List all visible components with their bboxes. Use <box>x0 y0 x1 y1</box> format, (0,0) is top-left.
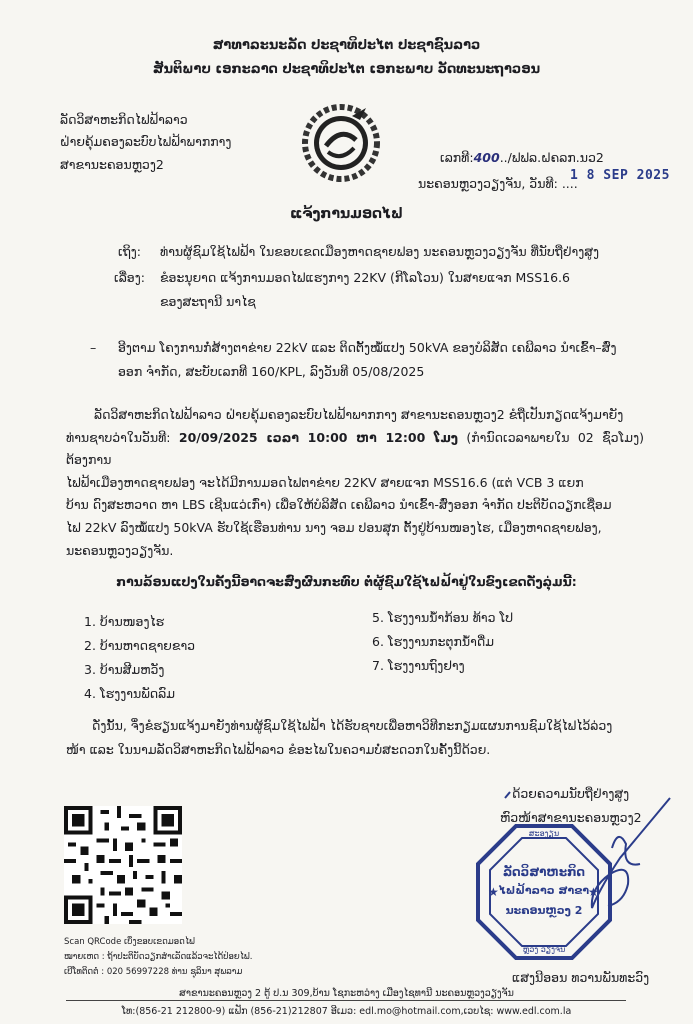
respect-line: ດ້ວຍຄວາມນັບຖືຢ່າງສູງ <box>512 786 630 801</box>
affected-item: 4. ໂຮງງານພັດລົມ <box>84 686 176 701</box>
qr-contact: ເບີໂທຕິດຕໍ່ : 020 56997228 ທ່ານ ຊຸລິນາ ສຸພລາມ <box>64 967 243 977</box>
reference-number-value: 400 <box>473 150 500 165</box>
org-line2: ຝ່າຍຄຸ້ມຄອງລະບົບໄຟຟ້າພາກກາງ <box>60 134 232 149</box>
subject-text-line1: ຂໍອະນຸຍາດ ແຈ້ງການມອດໄຟແຮງກາງ 22KV (ກີໂລໂວນ) ໃນສາຍແຈກ MSS16.6 <box>160 270 570 285</box>
reference-bullet: – <box>90 340 97 355</box>
place-date-label: ນະຄອນຫຼວງວຽງຈັນ, ວັນທີ: .... <box>418 176 578 191</box>
affected-heading: ການລ້ອນແປງໃນຄັ້ງນີ້ອາດຈະສົ່ງຜົນກະທົບ ຕໍ່ຜູ້ຊົມໃຊ້ໄຟຟ້າຢູ່ໃນຂົງເຂດດັ່ງລຸ່ມນີ້: <box>116 574 577 589</box>
outage-time: 20/09/2025 ເວລາ 10:00 ຫາ 12:00 ໂມງ <box>178 429 459 445</box>
body-line2-post: (ກຳນົດເວລາພາຍໃນ 02 ຊົ່ວໂມງ) ຕ້ອງການ <box>66 429 644 468</box>
document-title: ແຈ້ງການມອດໄຟ <box>290 206 403 222</box>
affected-item: 5. ໂຮງງານນໍ້າກ້ອນ ທ້າວ ໂປ <box>372 610 514 625</box>
body-line2-pre: ທ່ານຊາບວ່າໃນວັນທີ: <box>66 429 179 445</box>
body-line4: ບ້ານ ດົງສະຫວາດ ຫາ LBS ເຊີນແວ່ເກົ່າ) ເພື່ອໃຫ້ບໍລິສັດ ເຄພີລາວ ນຳເຂົ້າ-ສົ່ງອອກ ຈຳກັດ ປະຕິບັດວຽກເຊື່ອມ <box>66 497 612 513</box>
body-line6: ນະຄອນຫຼວງວຽງຈັນ. <box>66 542 174 558</box>
affected-item: 2. ບ້ານຫາດຊາຍຂາວ <box>84 638 196 653</box>
stamped-date: 1 8 SEP 2025 <box>570 168 670 183</box>
closing-line2: ໜ້າ ແລະ ໃນນາມລັດວິສາຫະກິດໄຟຟ້າລາວ ຂໍອະໄພໃນຄວາມບໍ່ສະດວກໃນຄັ້ງນີ້ດ້ວຍ. <box>66 742 491 757</box>
body-line3: ໄຟຟ້າເມືອງຫາດຊາຍຟອງ ຈະໄດ້ມີການມອດໄຟຕາຂ່າຍ 22KV ສາຍແຈກ MSS16.6 (ແຕ່ VCB 3 ແຍກ <box>66 474 584 490</box>
edl-logo-icon <box>302 104 380 182</box>
footer-contacts: ໂທ:(856-21 212800-9) ແຟັກ (856-21)212807 ອີເມວ: edl.mo@hotmail.com,ເວບໄຊ: www.edl.com.la <box>121 1006 572 1017</box>
stamp-bottom-text: ຫຼວງ ວຽງຈັນ <box>522 945 566 954</box>
reference-note-line2: ອອກ ຈຳກັດ, ສະບັບເລກທີ 160/KPL, ລົງວັນທີ 05/08/2025 <box>118 364 425 379</box>
footer-address: ສາຂານະຄອນຫຼວງ 2 ຕູ້ ປ.ນ 309,ບ້ານ ໂຊກະຫວ່າງ ເມືອງໄຊທານີ ນະຄອນຫຼວງວຽງຈັນ <box>179 988 514 999</box>
body-line1: ລັດວິສາຫະກິດໄຟຟ້າລາວ ຝ່າຍຄຸ້ມຄອງລະບົບໄຟຟ້າພາກກາງ ສາຂານະຄອນຫຼວງ2 ຂໍຖືເປັນກຽດແຈ້ງມາຍັງ <box>94 407 624 422</box>
national-header-line2: ສັນຕິພາບ ເອກະລາດ ປະຊາທິປະໄຕ ເອກະພາບ ວັດທະນະຖາວອນ <box>152 62 541 77</box>
reference-label: ເລກທີ: <box>440 150 474 165</box>
stamp-top-text: ສະອງຽນ <box>528 829 560 838</box>
org-line3: ສາຂານະຄອນຫຼວງ2 <box>60 157 164 172</box>
qr-code-icon <box>64 806 182 924</box>
stamp-line2: ໄຟຟ້າລາວ ສາຂາ <box>498 884 590 897</box>
to-label: ເຖິງ: <box>118 244 141 259</box>
affected-item: 3. ບ້ານສີມຫວັງ <box>84 662 165 677</box>
affected-item: 1. ບ້ານໜອງໄຮ <box>84 614 165 629</box>
body-paragraph <box>66 404 644 562</box>
reference-number <box>440 150 604 165</box>
closing-line1: ດັ່ງນັ້ນ, ຈຶ່ງຂໍຮຽນແຈ້ງມາຍັງທ່ານຜູ້ຊົມໃຊ້ໄຟຟ້າ ໄດ້ຮັບຊາບເພື່ອຫາວິທີກະກຽມແຜນການຊົມໃຊ້ໄຟໄວ້ລ່ວງ <box>92 718 613 733</box>
national-header-line1: ສາທາລະນະລັດ ປະຊາທິປະໄຕ ປະຊາຊົນລາວ <box>212 38 481 53</box>
reference-note-line1: ອີງຕາມ ໂຄງການກໍ່ສ້າງຕາຂ່າຍ 22kV ແລະ ຕິດຕັ້ງໝໍ້ແປງ 50kVA ຂອງບໍລິສັດ ເຄພີລາວ ນຳເຂົ້າ–ສົ່ງ <box>118 340 617 355</box>
signer-position: ຫົວໜ້າສາຂານະຄອນຫຼວງ2 <box>500 810 642 825</box>
svg-text:★: ★ <box>588 885 599 899</box>
qr-scan-note: Scan QRCode ເບິ່ງຂອບເຂດມອດໄຟ <box>64 937 195 947</box>
signer-name: ແສງນີອອນ ທວານພັນທະວົງ <box>512 970 650 985</box>
affected-item: 7. ໂຮງງານຖົງຢາງ <box>372 658 465 673</box>
affected-item: 6. ໂຮງງານກະຕຸກນໍ້າດື່ມ <box>372 634 495 649</box>
subject-label: ເລື່ອງ: <box>114 270 145 285</box>
body-line2 <box>66 427 644 472</box>
org-line1: ລັດວິສາຫະກິດໄຟຟ້າລາວ <box>60 112 188 127</box>
body-line5: ໄຟ 22kV ລົງໝໍ້ແປງ 50kVA ຮັບໃຊ້ເຮືອນທ່ານ ນາງ ຈອມ ປອນສຸກ ຕັ້ງຢູ່ບ້ານໜອງໄຮ, ເມືອງຫາດຊາຍຟອງ, <box>66 519 602 535</box>
reference-suffix: ../ຟຟລ.ຝຄລກ.ນວ2 <box>499 150 604 165</box>
qr-remark: ໝາຍເຫດ : ຖ້າປະຕິບັດວຽກສໍາເລັດແລ້ວຈະໄດ້ປ່ອຍໄຟ. <box>64 952 253 962</box>
to-text: ທ່ານຜູ້ຊົມໃຊ້ໄຟຟ້າ ໃນຂອບເຂດເມືອງຫາດຊາຍຟອງ ນະຄອນຫຼວງວຽງຈັນ ທີ່ນັບຖືຢ່າງສູງ <box>160 244 600 259</box>
svg-text:★: ★ <box>488 885 499 899</box>
subject-text-line2: ຂອງສະຖານີ ນາໄຊ <box>160 294 256 309</box>
handwritten-signature-icon <box>500 788 680 938</box>
footer-divider <box>66 1000 626 1001</box>
stamp-line1: ລັດວິສາຫະກິດ <box>502 865 586 879</box>
stamp-line3: ນະຄອນຫຼວງ 2 <box>505 904 583 917</box>
